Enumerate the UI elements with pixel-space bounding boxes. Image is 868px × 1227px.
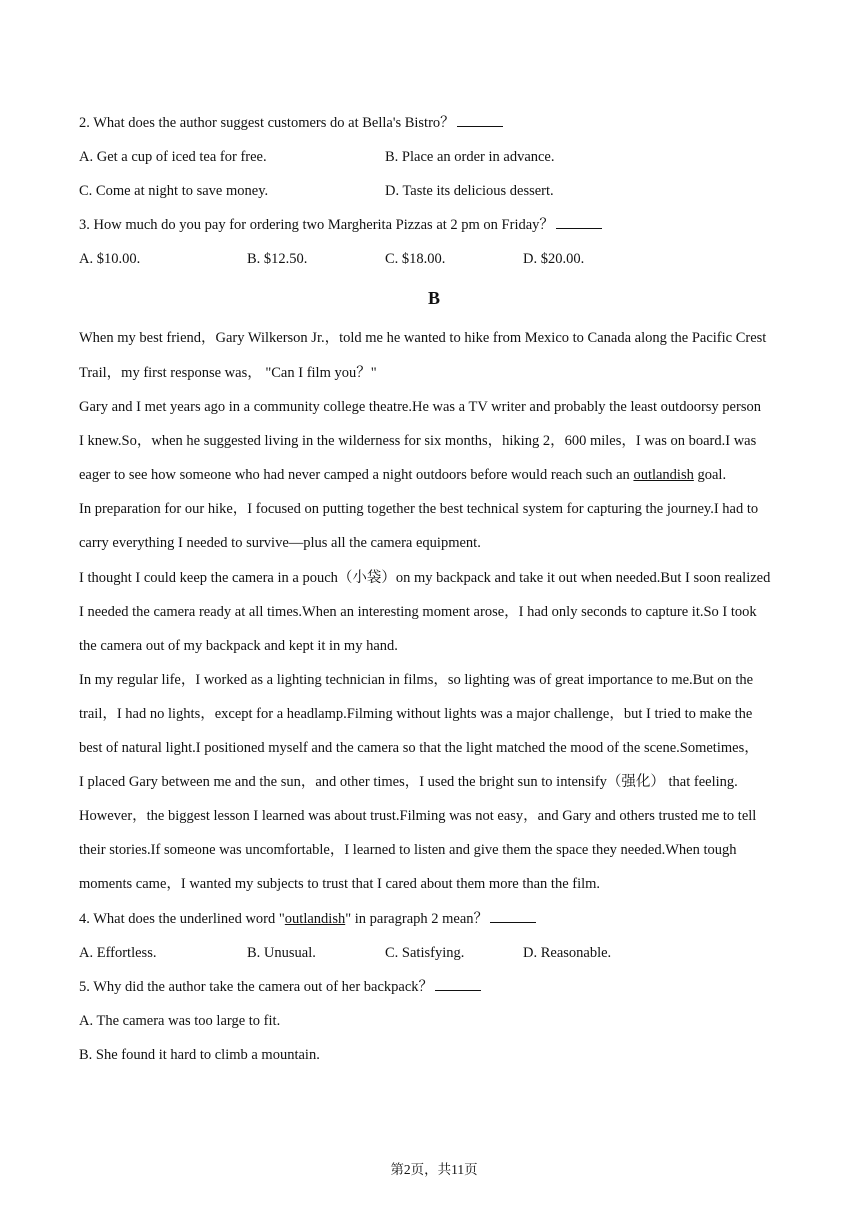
passage-line: trail，I had no lights，except for a headlamp.Filming without lights was a major challenge，but I tried to make the xyxy=(79,706,753,722)
section-heading: B xyxy=(427,288,440,308)
option-3b: B. $12.50. xyxy=(247,251,308,267)
question-3-stem: 3. How much do you pay for ordering two Margherita Pizzas at 2 pm on Friday？ xyxy=(79,215,602,235)
answer-blank xyxy=(435,977,481,991)
passage-line: their stories.If someone was uncomfortable，I learned to listen and give them the space they needed.When tough xyxy=(79,842,737,858)
option-2b: B. Place an order in advance. xyxy=(385,149,555,165)
option-4b: B. Unusual. xyxy=(247,945,316,961)
passage-line: eager to see how someone who had never camped a night outdoors before would reach such an outlandish goal. xyxy=(79,467,727,483)
underlined-word: outlandish xyxy=(633,467,694,483)
option-3a: A. $10.00. xyxy=(79,251,141,267)
passage-line: In my regular life，I worked as a lighting technician in films，so lighting was of great importance to me.But on the xyxy=(79,672,754,688)
passage-line: I thought I could keep the camera in a pouch（小袋）on my backpack and take it out when needed.But I soon realized xyxy=(79,570,771,586)
option-4d: D. Reasonable. xyxy=(523,945,612,961)
option-2a: A. Get a cup of iced tea for free. xyxy=(79,149,267,165)
passage-line: When my best friend，Gary Wilkerson Jr.，told me he wanted to hike from Mexico to Canada along the Pacific Crest xyxy=(79,330,767,346)
passage-line: Gary and I met years ago in a community college theatre.He was a TV writer and probably the least outdoorsy person xyxy=(79,399,761,415)
option-4c: C. Satisfying. xyxy=(385,945,465,961)
option-5b: B. She found it hard to climb a mountain. xyxy=(79,1047,320,1063)
passage-line: I knew.So，when he suggested living in the wilderness for six months，hiking 2，600 miles，I was on board.I was xyxy=(79,433,757,449)
passage-line: Trail，my first response was， "Can I film you？" xyxy=(79,365,377,381)
passage-line: In preparation for our hike，I focused on putting together the best technical system for capturing the journey.I had to xyxy=(79,501,759,517)
option-4a: A. Effortless. xyxy=(79,945,157,961)
option-3c: C. $18.00. xyxy=(385,251,446,267)
passage-line: best of natural light.I positioned myself and the camera so that the light matched the mood of the scene.Sometimes， xyxy=(79,740,759,756)
passage-line: I needed the camera ready at all times.When an interesting moment arose，I had only seconds to capture it.So I took xyxy=(79,604,757,620)
passage-line: moments came，I wanted my subjects to trust that I cared about them more than the film. xyxy=(79,876,601,892)
question-2-stem: 2. What does the author suggest customers do at Bella's Bistro？ xyxy=(79,113,503,133)
page-number: 第2页，共11页 xyxy=(390,1162,478,1177)
question-5-stem: 5. Why did the author take the camera out of her backpack？ xyxy=(79,977,481,997)
option-5a: A. The camera was too large to fit. xyxy=(79,1013,281,1029)
question-4-stem: 4. What does the underlined word "outlandish" in paragraph 2 mean？ xyxy=(79,909,536,929)
passage-line: However，the biggest lesson I learned was about trust.Filming was not easy，and Gary and others trusted me to tell xyxy=(79,808,757,824)
passage-line: the camera out of my backpack and kept it in my hand. xyxy=(79,638,398,654)
answer-blank xyxy=(490,909,536,923)
option-2c: C. Come at night to save money. xyxy=(79,183,269,199)
passage-line: I placed Gary between me and the sun，and other times，I used the bright sun to intensify（强化） that feeling. xyxy=(79,774,738,790)
passage-line: carry everything I needed to survive—plus all the camera equipment. xyxy=(79,535,481,551)
underlined-word: outlandish xyxy=(284,911,346,927)
option-2d: D. Taste its delicious dessert. xyxy=(385,183,554,199)
answer-blank xyxy=(457,113,503,127)
option-3d: D. $20.00. xyxy=(523,251,585,267)
answer-blank xyxy=(556,215,602,229)
